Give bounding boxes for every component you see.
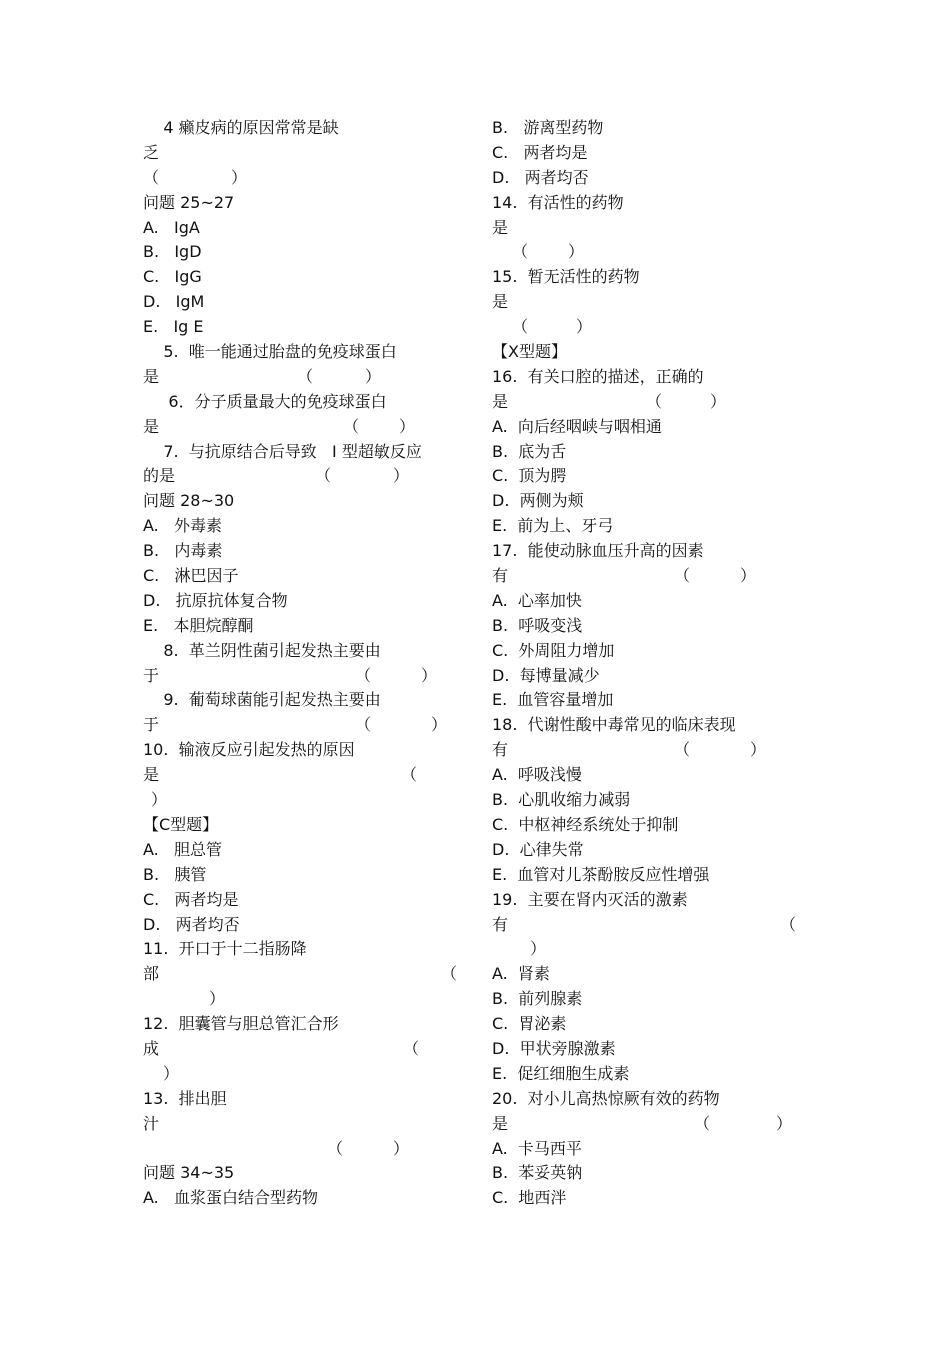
left-column-text: D. 两者均否	[143, 914, 240, 934]
right-column-line	[492, 589, 802, 614]
left-column-line	[143, 116, 463, 141]
left-column-line	[143, 191, 463, 216]
left-column-line	[143, 838, 463, 863]
left-column-text: ）	[393, 1138, 410, 1158]
left-column-text: （	[441, 964, 458, 984]
left-column-text: A. 血浆蛋白结合型药物	[143, 1188, 319, 1208]
left-column-text: （	[401, 765, 418, 785]
left-column-line	[143, 888, 463, 913]
right-column-text: E. 血管容量增加	[492, 690, 614, 710]
left-column-text: ）	[151, 790, 168, 810]
right-column-text: A. 肾素	[492, 964, 550, 984]
left-column-line	[143, 913, 463, 938]
right-column-line	[492, 688, 802, 713]
right-column-line	[492, 664, 802, 689]
right-column-line	[492, 1012, 802, 1037]
right-column-text: A. 呼吸浅慢	[492, 765, 582, 785]
right-column-text: （	[512, 242, 529, 262]
left-column-text: （	[343, 416, 360, 436]
left-column-text: ）	[231, 167, 248, 187]
right-column-text: （	[674, 566, 691, 586]
left-column-line	[143, 1112, 463, 1137]
left-column-line	[143, 664, 463, 689]
right-column-line	[492, 937, 802, 962]
right-column-text: 是	[492, 1113, 509, 1133]
left-column-line	[143, 415, 463, 440]
right-column-text: 14. 有活性的药物	[492, 192, 624, 212]
left-column-text: 13. 排出胆	[143, 1088, 227, 1108]
right-column-text: ）	[750, 740, 767, 760]
right-column-text: 16. 有关口腔的描述，正确的	[492, 366, 704, 386]
left-column-text: A. 胆总管	[143, 839, 223, 859]
right-column-text: B. 游离型药物	[492, 118, 604, 137]
left-column-text: 9. 葡萄球菌能引起发热主要由	[143, 690, 381, 710]
right-column-text: C. 外周阻力增加	[492, 640, 615, 660]
left-column-text: ）	[399, 416, 416, 436]
left-column	[143, 116, 463, 1211]
right-column-text: B. 底为舌	[492, 441, 567, 461]
left-column-text: ）	[365, 366, 382, 386]
right-column-text: A. 向后经咽峡与咽相通	[492, 416, 662, 436]
right-column-text: 【X型题】	[492, 342, 567, 362]
left-column-line	[143, 1186, 463, 1211]
right-column-line	[492, 564, 802, 589]
right-column-line	[492, 639, 802, 664]
right-column-line	[492, 240, 802, 265]
left-column-text: 部	[143, 964, 160, 984]
right-column-text: 有	[492, 740, 509, 760]
left-column-text: （	[297, 366, 314, 386]
left-column-line	[143, 1062, 463, 1087]
right-column-text: A. 心率加快	[492, 590, 582, 610]
right-column-text: B. 苯妥英钠	[492, 1163, 583, 1183]
right-column-text: 18. 代谢性酸中毒常见的临床表现	[492, 715, 736, 735]
left-column-text: C. IgG	[143, 267, 202, 287]
left-column-line	[143, 962, 463, 987]
right-column-text: （	[780, 914, 797, 934]
right-column-text: D. 甲状旁腺激素	[492, 1038, 616, 1058]
left-column-line	[143, 240, 463, 265]
left-column-text: A. IgA	[143, 217, 200, 237]
left-column-text: 7. 与抗原结合后导致 Ⅰ 型超敏反应	[143, 441, 422, 461]
left-column-text: ）	[209, 989, 226, 1009]
left-column-text: （	[315, 466, 332, 486]
left-column-line	[143, 937, 463, 962]
left-column-text: ）	[421, 665, 438, 685]
right-column	[492, 116, 802, 1211]
right-column-line	[492, 962, 802, 987]
left-column-text: 汁	[143, 1113, 160, 1133]
left-column-line	[143, 216, 463, 241]
right-column-text: ）	[740, 566, 757, 586]
left-column-text: 10. 输液反应引起发热的原因	[143, 740, 355, 760]
right-column-text: ）	[568, 242, 585, 262]
right-column-text: ）	[530, 939, 547, 959]
left-column-line	[143, 614, 463, 639]
left-column-line	[143, 688, 463, 713]
left-column-line	[143, 713, 463, 738]
left-column-text: 是	[143, 366, 160, 386]
left-column-line	[143, 290, 463, 315]
left-column-line	[143, 1037, 463, 1062]
right-column-text: D. 每博量减少	[492, 665, 600, 685]
right-column-line	[492, 813, 802, 838]
left-column-text: 于	[143, 665, 160, 685]
right-column-text: 19. 主要在肾内灭活的激素	[492, 889, 688, 909]
right-column-text: （	[512, 317, 529, 337]
right-column-line	[492, 415, 802, 440]
right-column-text: E. 前为上、牙弓	[492, 516, 614, 536]
left-column-line	[143, 489, 463, 514]
right-column-line	[492, 913, 802, 938]
left-column-line	[143, 166, 463, 191]
right-column-text: 是	[492, 217, 509, 237]
right-column-text: C. 两者均是	[492, 142, 588, 162]
left-column-text: （	[327, 1138, 344, 1158]
right-column-line	[492, 1186, 802, 1211]
right-column-line	[492, 539, 802, 564]
left-column-text: （	[143, 167, 160, 187]
left-column-line	[143, 464, 463, 489]
left-column-text: 5. 唯一能通过胎盘的免疫球蛋白	[143, 342, 397, 362]
right-column-text: C. 顶为腭	[492, 466, 567, 486]
left-column-text: ）	[163, 1063, 180, 1083]
right-column-text: D. 心律失常	[492, 839, 584, 859]
right-column-text: 有	[492, 566, 509, 586]
right-column-text: 20. 对小儿高热惊厥有效的药物	[492, 1088, 720, 1108]
right-column-line	[492, 863, 802, 888]
right-column-line	[492, 489, 802, 514]
right-column-line	[492, 440, 802, 465]
left-column-text: A. 外毒素	[143, 516, 223, 536]
right-column-text: B. 呼吸变浅	[492, 615, 583, 635]
right-column-line	[492, 888, 802, 913]
left-column-text: 成	[143, 1038, 160, 1058]
left-column-line	[143, 1087, 463, 1112]
left-column-text: 问题 34~35	[143, 1163, 235, 1183]
right-column-text: C. 地西泮	[492, 1188, 567, 1208]
left-column-text: 【C型题】	[143, 814, 219, 834]
right-column-line	[492, 390, 802, 415]
left-column-text: E. 本胆烷醇酮	[143, 615, 254, 635]
right-column-text: ）	[776, 1113, 793, 1133]
right-column-text: 17. 能使动脉血压升高的因素	[492, 541, 704, 561]
right-column-text: 是	[492, 391, 509, 411]
left-column-text: 是	[143, 416, 160, 436]
left-column-line	[143, 863, 463, 888]
right-column-line	[492, 191, 802, 216]
right-column-text: （	[694, 1113, 711, 1133]
right-column-text: 是	[492, 292, 509, 312]
left-column-text: 问题 25~27	[143, 192, 235, 212]
right-column-line	[492, 838, 802, 863]
left-column-text: 11. 开口于十二指肠降	[143, 939, 307, 959]
right-column-text: 15. 暂无活性的药物	[492, 267, 640, 287]
left-column-line	[143, 365, 463, 390]
right-column-text: E. 促红细胞生成素	[492, 1063, 630, 1083]
left-column-text: 于	[143, 715, 160, 735]
right-column-line	[492, 987, 802, 1012]
left-column-line	[143, 390, 463, 415]
right-column-line	[492, 340, 802, 365]
left-column-line	[143, 1137, 463, 1162]
right-column-text: D. 两者均否	[492, 167, 589, 187]
left-column-text: 6．分子质量最大的免疫球蛋白	[143, 391, 387, 411]
left-column-text: D. IgM	[143, 292, 205, 312]
right-column-text: C. 中枢神经系统处于抑制	[492, 814, 679, 834]
left-column-text: B. 内毒素	[143, 541, 223, 561]
right-column-line	[492, 514, 802, 539]
right-column-text: B. 心肌收缩力减弱	[492, 790, 631, 810]
left-column-line	[143, 539, 463, 564]
right-column-line	[492, 315, 802, 340]
left-column-text: 8. 革兰阴性菌引起发热主要由	[143, 640, 381, 660]
right-column-line	[492, 265, 802, 290]
left-column-line	[143, 589, 463, 614]
right-column-line	[492, 1037, 802, 1062]
left-column-line	[143, 141, 463, 166]
right-column-line	[492, 365, 802, 390]
left-column-text: C. 淋巴因子	[143, 566, 239, 586]
left-column-text: D. 抗原抗体复合物	[143, 590, 288, 610]
left-column-text: 乏	[143, 142, 160, 162]
left-column-text: 问题 28~30	[143, 491, 235, 511]
left-column-line	[143, 440, 463, 465]
left-column-line	[143, 564, 463, 589]
left-column-text: C. 两者均是	[143, 889, 239, 909]
right-column-line	[492, 1137, 802, 1162]
left-column-line	[143, 738, 463, 763]
left-column-text: ）	[431, 715, 448, 735]
right-column-line	[492, 1112, 802, 1137]
right-column-line	[492, 738, 802, 763]
left-column-text: （	[355, 665, 372, 685]
left-column-text: （	[403, 1038, 420, 1058]
right-column-text: ）	[576, 317, 593, 337]
left-column-text: 4 癞皮病的原因常常是缺	[143, 118, 339, 137]
right-column-line	[492, 1161, 802, 1186]
left-column-line	[143, 1161, 463, 1186]
left-column-text: E. Ig E	[143, 317, 204, 337]
left-column-line	[143, 813, 463, 838]
right-column-text: （	[646, 391, 663, 411]
left-column-line	[143, 1012, 463, 1037]
left-column-line	[143, 987, 463, 1012]
left-column-line	[143, 315, 463, 340]
right-column-line	[492, 763, 802, 788]
right-column-text: D. 两侧为颊	[492, 491, 584, 511]
right-column-line	[492, 290, 802, 315]
right-column-line	[492, 166, 802, 191]
left-column-line	[143, 788, 463, 813]
right-column-line	[492, 1062, 802, 1087]
right-column-line	[492, 116, 802, 141]
right-column-text: C. 胃泌素	[492, 1014, 567, 1034]
left-column-line	[143, 763, 463, 788]
right-column-line	[492, 141, 802, 166]
right-column-text: B. 前列腺素	[492, 989, 583, 1009]
right-column-line	[492, 788, 802, 813]
right-column-text: A. 卡马西平	[492, 1138, 582, 1158]
left-column-text: （	[355, 715, 372, 735]
left-column-line	[143, 340, 463, 365]
left-column-text: 是	[143, 765, 160, 785]
right-column-line	[492, 1087, 802, 1112]
right-column-text: （	[674, 740, 691, 760]
right-column-line	[492, 216, 802, 241]
right-column-line	[492, 464, 802, 489]
left-column-line	[143, 265, 463, 290]
right-column-line	[492, 614, 802, 639]
right-column-text: 有	[492, 914, 509, 934]
left-column-text: ）	[393, 466, 410, 486]
right-column-text: ）	[710, 391, 727, 411]
right-column-text: E. 血管对儿茶酚胺反应性增强	[492, 864, 710, 884]
left-column-line	[143, 514, 463, 539]
right-column-line	[492, 713, 802, 738]
left-column-text: B. 胰管	[143, 864, 207, 884]
left-column-text: 的是	[143, 466, 176, 486]
left-column-text: 12. 胆囊管与胆总管汇合形	[143, 1014, 339, 1034]
left-column-line	[143, 639, 463, 664]
left-column-text: B. IgD	[143, 242, 202, 262]
